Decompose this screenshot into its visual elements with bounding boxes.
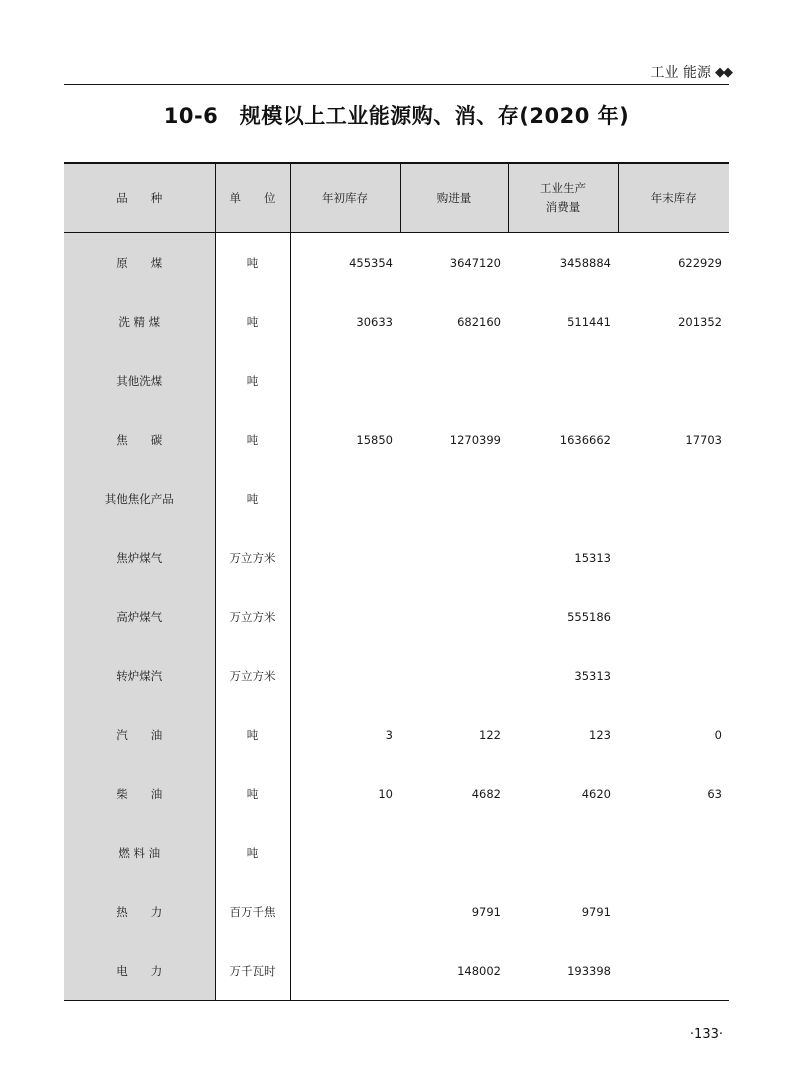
closing-stock-cell bbox=[618, 941, 729, 1001]
opening-stock-cell: 30633 bbox=[356, 314, 393, 329]
opening-stock-cell bbox=[290, 823, 400, 882]
page-number: ·133· bbox=[689, 1027, 723, 1042]
consumption-cell: 35313 bbox=[574, 668, 611, 683]
variety-cell: 汽 油 bbox=[64, 705, 215, 764]
running-head-text: 工业 能源 bbox=[650, 65, 711, 81]
consumption-cell bbox=[508, 469, 618, 528]
unit-cell: 吨 bbox=[215, 351, 290, 410]
variety-cell: 燃 料 油 bbox=[64, 823, 215, 882]
closing-stock-cell bbox=[618, 351, 729, 410]
opening-stock-cell: 455354 bbox=[349, 255, 393, 270]
consumption-cell: 15313 bbox=[574, 550, 611, 565]
closing-stock-cell: 201352 bbox=[678, 314, 722, 329]
header-variety: 品 种 bbox=[64, 163, 215, 233]
unit-cell: 万千瓦时 bbox=[215, 941, 290, 1001]
purchase-cell: 1270399 bbox=[449, 432, 501, 447]
unit-cell: 吨 bbox=[215, 410, 290, 469]
consumption-cell bbox=[508, 351, 618, 410]
purchase-cell: 122 bbox=[479, 727, 501, 742]
table-row bbox=[64, 705, 729, 764]
table-row bbox=[64, 292, 729, 351]
table-row bbox=[64, 233, 729, 293]
consumption-cell: 193398 bbox=[508, 941, 618, 1001]
purchase-cell bbox=[400, 528, 508, 587]
table-row bbox=[64, 469, 729, 528]
table-row bbox=[64, 410, 729, 469]
variety-cell: 高炉煤气 bbox=[64, 587, 215, 646]
table-row bbox=[64, 882, 729, 941]
header-opening-stock: 年初库存 bbox=[290, 163, 400, 233]
table-row bbox=[64, 351, 729, 410]
table-row bbox=[64, 823, 729, 882]
opening-stock-cell bbox=[290, 469, 400, 528]
closing-stock-cell: 622929 bbox=[678, 255, 722, 270]
purchase-cell bbox=[400, 646, 508, 705]
unit-cell: 吨 bbox=[215, 705, 290, 764]
closing-stock-cell: 0 bbox=[714, 727, 722, 742]
purchase-cell bbox=[400, 469, 508, 528]
table-row bbox=[64, 528, 729, 587]
closing-stock-cell bbox=[618, 587, 729, 646]
opening-stock-cell bbox=[290, 941, 400, 1001]
purchase-cell: 148002 bbox=[400, 941, 508, 1001]
purchase-cell bbox=[400, 823, 508, 882]
variety-cell: 原 煤 bbox=[64, 233, 215, 293]
running-head bbox=[651, 62, 731, 82]
unit-cell: 吨 bbox=[215, 823, 290, 882]
table-header-row bbox=[64, 163, 729, 233]
variety-cell: 焦炉煤气 bbox=[64, 528, 215, 587]
unit-cell: 吨 bbox=[215, 764, 290, 823]
purchase-cell bbox=[400, 587, 508, 646]
closing-stock-cell bbox=[618, 823, 729, 882]
consumption-cell bbox=[508, 823, 618, 882]
opening-stock-cell bbox=[290, 587, 400, 646]
unit-cell: 吨 bbox=[215, 233, 290, 293]
purchase-cell: 9791 bbox=[471, 904, 501, 919]
header-consumption-line1: 工业生产 bbox=[540, 181, 586, 195]
variety-cell: 柴 油 bbox=[64, 764, 215, 823]
variety-cell: 焦 碳 bbox=[64, 410, 215, 469]
header-closing-stock: 年末库存 bbox=[618, 163, 729, 233]
purchase-cell bbox=[400, 351, 508, 410]
closing-stock-cell bbox=[618, 882, 729, 941]
header-consumption-line2: 消费量 bbox=[545, 200, 581, 214]
variety-cell: 电 力 bbox=[64, 941, 215, 1001]
consumption-cell: 1636662 bbox=[559, 432, 611, 447]
unit-cell: 万立方米 bbox=[215, 587, 290, 646]
variety-cell: 转炉煤汽 bbox=[64, 646, 215, 705]
variety-cell: 热 力 bbox=[64, 882, 215, 941]
opening-stock-cell bbox=[290, 528, 400, 587]
purchase-cell: 682160 bbox=[457, 314, 501, 329]
table-row bbox=[64, 941, 729, 1001]
table-row bbox=[64, 764, 729, 823]
consumption-cell: 511441 bbox=[567, 314, 611, 329]
table-row bbox=[64, 587, 729, 646]
header-consumption bbox=[508, 163, 618, 233]
unit-cell: 吨 bbox=[215, 292, 290, 351]
unit-cell: 万立方米 bbox=[215, 646, 290, 705]
opening-stock-cell bbox=[290, 351, 400, 410]
closing-stock-cell: 63 bbox=[707, 786, 722, 801]
opening-stock-cell bbox=[290, 882, 400, 941]
purchase-cell: 3647120 bbox=[449, 255, 501, 270]
variety-cell: 其他洗煤 bbox=[64, 351, 215, 410]
opening-stock-cell: 15850 bbox=[356, 432, 393, 447]
diamond-ornament-icon: ◆◆ bbox=[715, 64, 731, 80]
variety-cell: 其他焦化产品 bbox=[64, 469, 215, 528]
opening-stock-cell: 10 bbox=[378, 786, 393, 801]
unit-cell: 吨 bbox=[215, 469, 290, 528]
header-purchase: 购进量 bbox=[400, 163, 508, 233]
unit-cell: 万立方米 bbox=[215, 528, 290, 587]
consumption-cell: 555186 bbox=[567, 609, 611, 624]
page-title: 10-6 规模以上工业能源购、消、存(2020 年) bbox=[163, 104, 630, 128]
opening-stock-cell: 3 bbox=[385, 727, 393, 742]
energy-table bbox=[64, 162, 729, 1001]
closing-stock-cell: 17703 bbox=[685, 432, 722, 447]
closing-stock-cell bbox=[618, 528, 729, 587]
unit-cell: 百万千焦 bbox=[215, 882, 290, 941]
header-unit: 单 位 bbox=[215, 163, 290, 233]
header-rule bbox=[64, 84, 729, 85]
opening-stock-cell bbox=[290, 646, 400, 705]
table-row bbox=[64, 646, 729, 705]
purchase-cell: 4682 bbox=[471, 786, 501, 801]
consumption-cell: 4620 bbox=[581, 786, 611, 801]
closing-stock-cell bbox=[618, 469, 729, 528]
consumption-cell: 123 bbox=[589, 727, 611, 742]
closing-stock-cell bbox=[618, 646, 729, 705]
consumption-cell: 9791 bbox=[581, 904, 611, 919]
consumption-cell: 3458884 bbox=[559, 255, 611, 270]
variety-cell: 洗 精 煤 bbox=[64, 292, 215, 351]
